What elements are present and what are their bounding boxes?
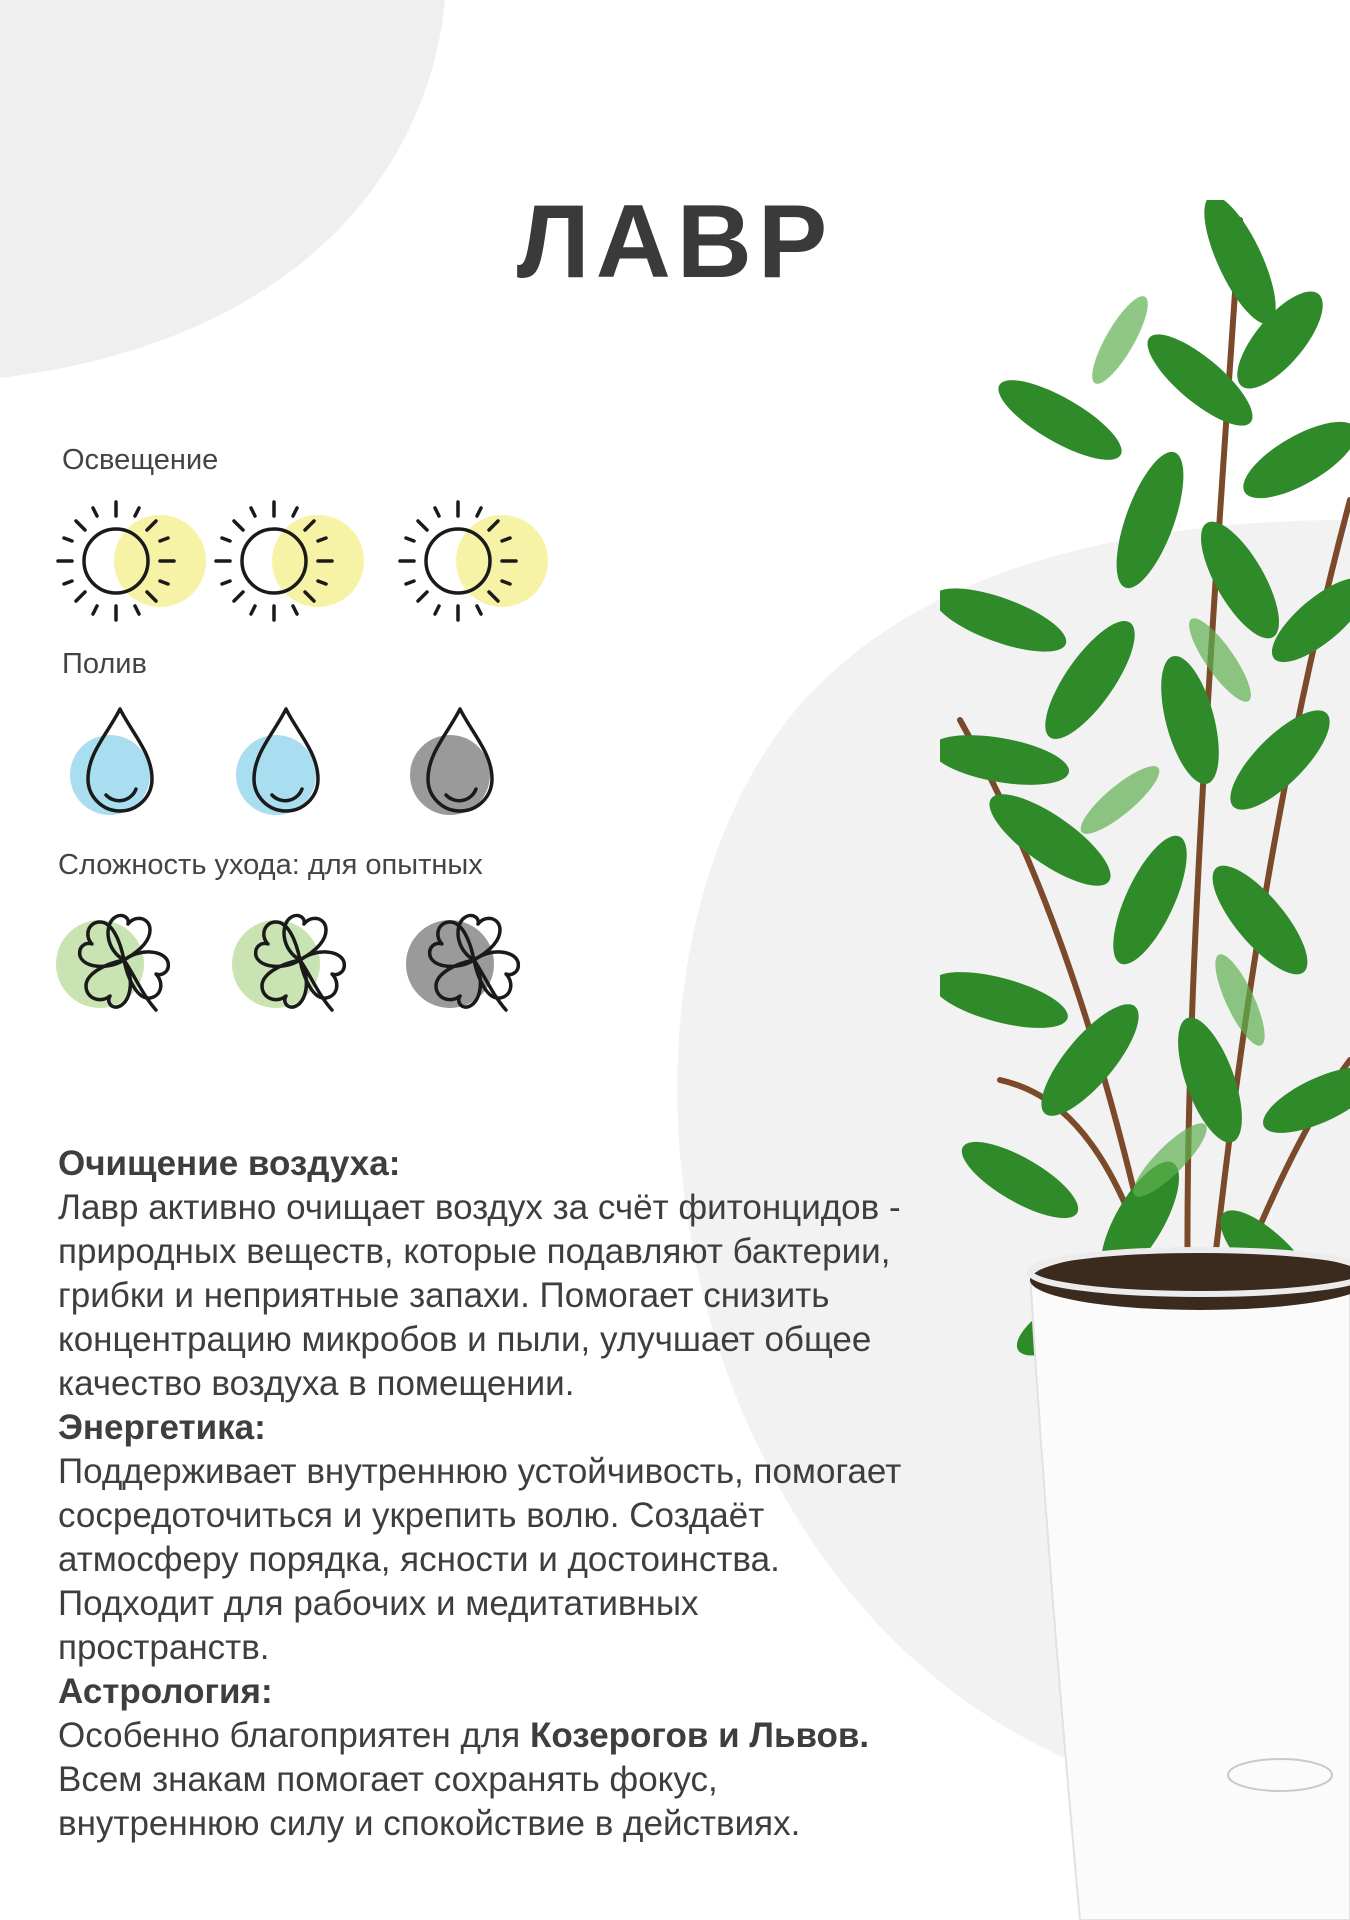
water-drop-icon xyxy=(406,705,506,817)
section-heading-air: Очищение воздуха: xyxy=(58,1144,401,1183)
clover-icon xyxy=(406,908,526,1016)
clover-icon xyxy=(232,908,352,1016)
text-line: сосредоточиться и укрепить волю. Создаёт xyxy=(58,1496,765,1535)
watering-label: Полив xyxy=(62,648,147,680)
difficulty-label: Сложность ухода: для опытных xyxy=(58,849,483,881)
text-line: пространств. xyxy=(58,1628,270,1667)
text-line: природных веществ, которые подавляют бактерии, xyxy=(58,1232,891,1271)
sun-icon xyxy=(214,498,364,622)
description xyxy=(58,1142,1058,1846)
text-line: Всем знакам помогает сохранять фокус, xyxy=(58,1760,718,1799)
text-line: Лавр активно очищает воздух за счёт фитонцидов - xyxy=(58,1188,901,1227)
text-line: качество воздуха в помещении. xyxy=(58,1364,575,1403)
text-line: концентрацию микробов и пыли, улучшает общее xyxy=(58,1320,872,1359)
text-line: Поддерживает внутреннюю устойчивость, помогает xyxy=(58,1452,902,1491)
text-line: Подходит для рабочих и медитативных xyxy=(58,1584,699,1623)
page-title: ЛАВР xyxy=(516,184,834,300)
clover-icon xyxy=(56,908,176,1016)
text-line: внутреннюю силу и спокойствие в действиях. xyxy=(58,1804,801,1843)
text-line: атмосферу порядка, ясности и достоинства. xyxy=(58,1540,780,1579)
text-span: Особенно благоприятен для xyxy=(58,1716,530,1755)
sun-icon xyxy=(398,498,548,622)
section-heading-astrology: Астрология: xyxy=(58,1672,273,1711)
sun-icon xyxy=(56,498,206,622)
water-drop-icon xyxy=(66,705,166,817)
section-heading-energy: Энергетика: xyxy=(58,1408,266,1447)
text-line: грибки и неприятные запахи. Помогает снизить xyxy=(58,1276,830,1315)
lighting-label: Освещение xyxy=(62,444,219,476)
zodiac-signs: Козерогов и Львов. xyxy=(529,1716,870,1755)
water-drop-icon xyxy=(232,705,332,817)
text-line xyxy=(58,1714,1058,1758)
